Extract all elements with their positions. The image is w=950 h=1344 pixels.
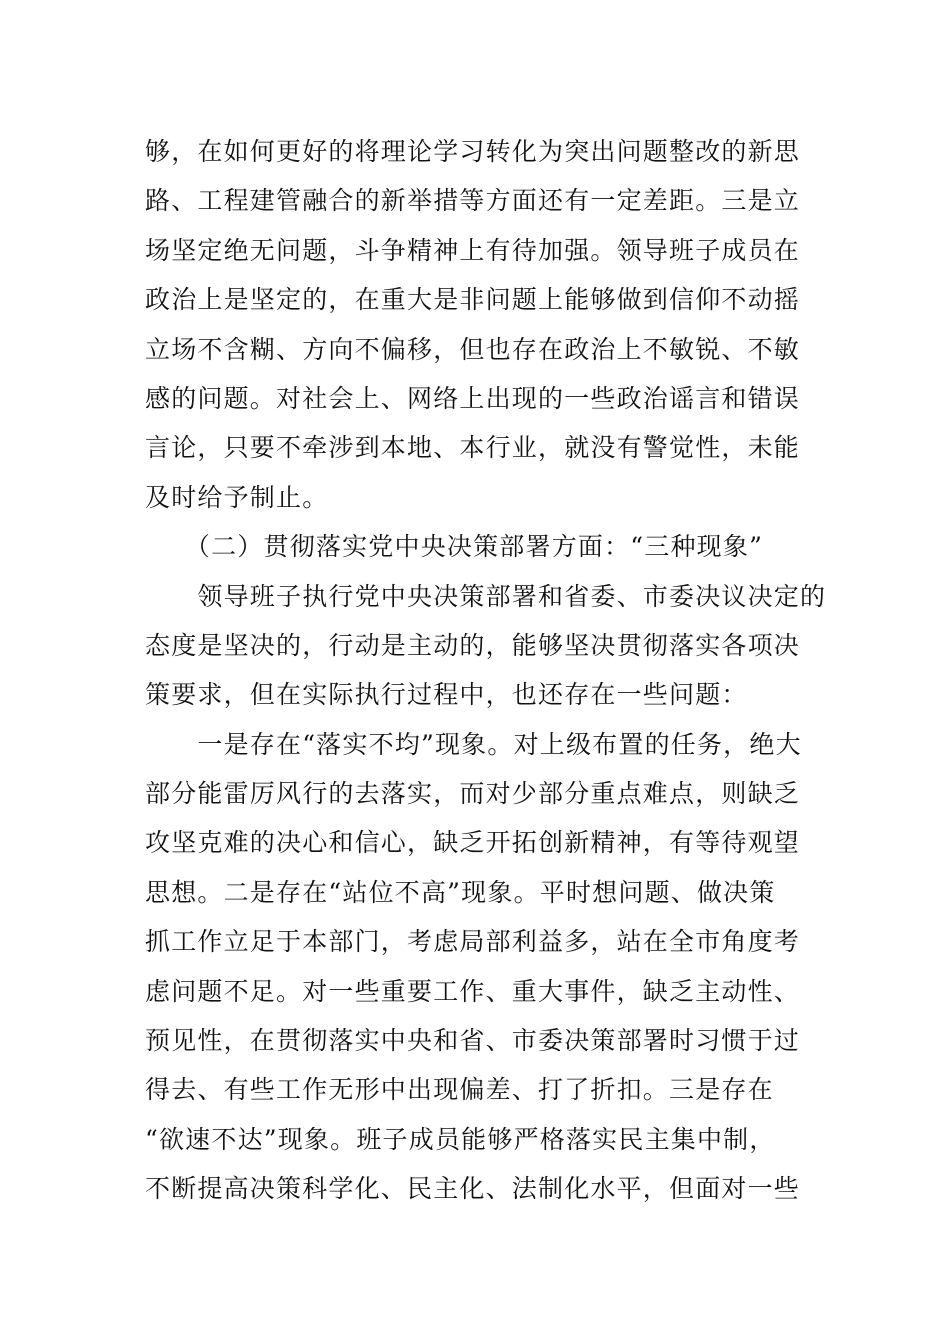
text-line: 得去、有些工作无形中出现偏差、打了折扣。三是存在 [145,1075,774,1105]
text-line: 攻坚克难的决心和信心，缺乏开拓创新精神，有等待观望 [145,828,801,858]
text-line: 虑问题不足。对一些重要工作、重大事件，缺乏主动性、 [145,976,801,1006]
text-line: 场坚定绝无问题，斗争精神上有待加强。领导班子成员在 [145,235,801,265]
text-line: 一是存在“落实不均”现象。对上级布置的任务，绝大 [145,729,802,759]
text-line: 言论，只要不牵涉到本地、本行业，就没有警觉性，未能 [145,433,801,463]
text-line: “欲速不达”现象。班子成员能够严格落实民主集中制， [145,1124,776,1154]
text-line: 领导班子执行党中央决策部署和省委、市委决议决定的 [145,581,827,611]
text-line: 立场不含糊、方向不偏移，但也存在政治上不敏锐、不敏 [145,334,801,364]
text-line: 部分能雷厉风行的去落实，而对少部分重点难点，则缺乏 [145,779,801,809]
section-heading: （二）贯彻落实党中央决策部署方面：“三种现象” [145,532,764,562]
text-line: 及时给予制止。 [145,482,329,512]
document-body [145,127,827,1214]
text-line: 预见性，在贯彻落实中央和省、市委决策部署时习惯于过 [145,1026,801,1056]
text-line: 策要求，但在实际执行过程中，也还存在一些问题： [145,680,748,710]
text-line: 抓工作立足于本部门，考虑局部利益多，站在全市角度考 [145,927,801,957]
text-line: 够，在如何更好的将理论学习转化为突出问题整改的新思 [145,137,801,166]
text-line: 政治上是坚定的，在重大是非问题上能够做到信仰不动摇 [145,285,801,315]
text-line: 不断提高决策科学化、民主化、法制化水平，但面对一些 [145,1174,801,1204]
text-line: 思想。二是存在“站位不高”现象。平时想问题、做决策 [145,877,776,907]
text-line: 路、工程建管融合的新举措等方面还有一定差距。三是立 [145,186,801,216]
text-line: 态度是坚决的，行动是主动的，能够坚决贯彻落实各项决 [145,630,801,660]
text-line: 感的问题。对社会上、网络上出现的一些政治谣言和错误 [145,383,801,413]
